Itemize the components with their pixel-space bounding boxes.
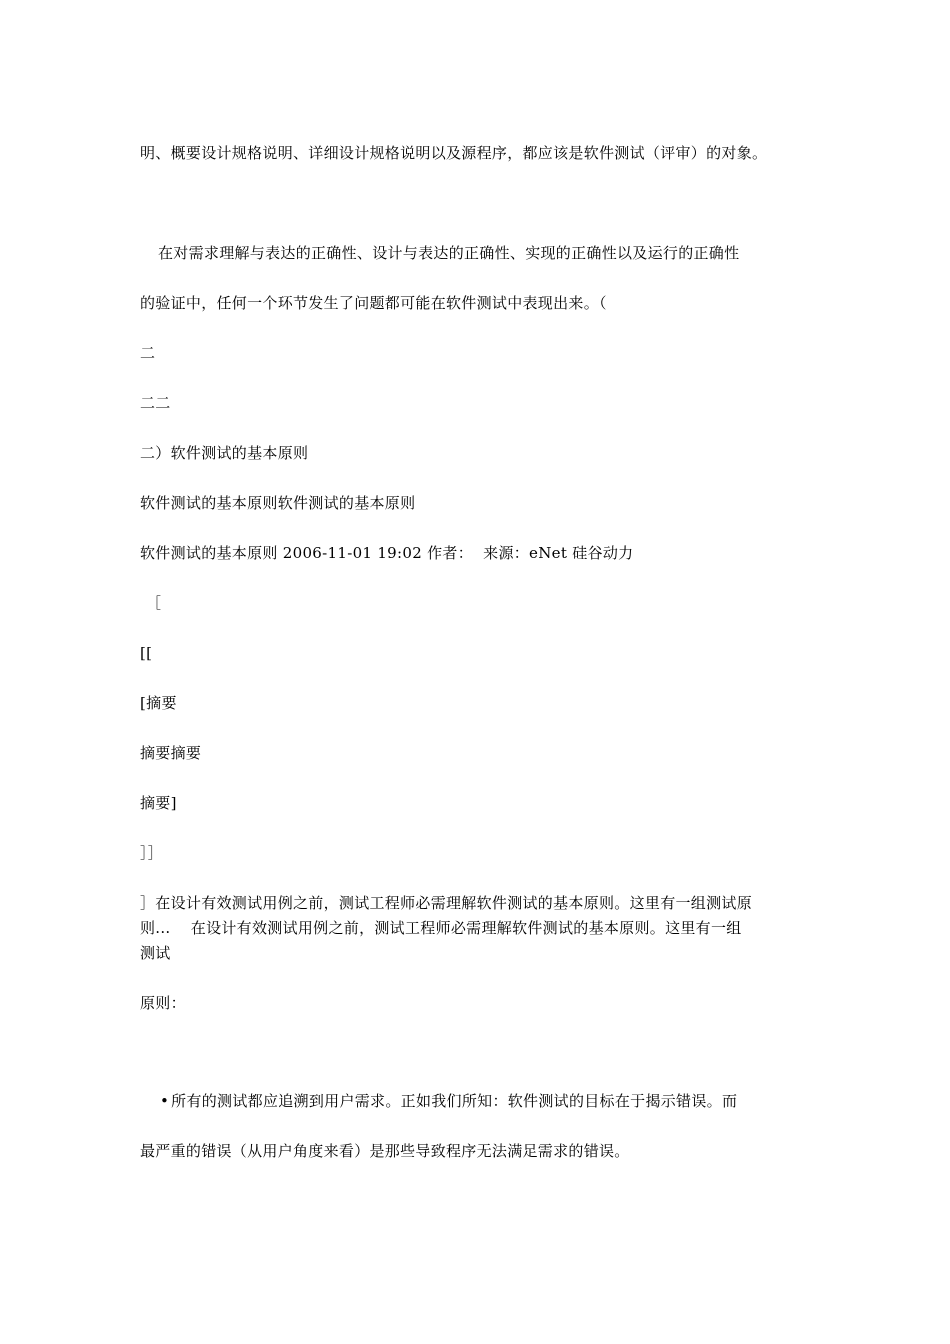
article-meta: 软件测试的基本原则 2006-11-01 19:02 作者： 来源：eNet 硅谷动力 [140,544,634,562]
bullet-list-item [160,1091,737,1111]
paragraph-line: 明、概要设计规格说明、详细设计规格说明以及源程序，都应该是软件测试（评审）的对象。 [140,144,768,162]
abstract-label: [摘要 [140,694,177,712]
bracket-line: [[ [140,644,153,662]
abstract-label: 摘要摘要 [140,744,202,762]
paragraph-line: 二 [140,344,156,362]
bracket-line: ］］ [140,844,164,862]
bullet-icon: • [160,1092,170,1110]
paragraph-line: 二二 [140,394,171,412]
paragraph-line: 原则： [140,994,186,1012]
abstract-label: 摘要] [140,794,177,812]
paragraph-line: 则... 在设计有效测试用例之前，测试工程师必需理解软件测试的基本原则。这里有一组 [140,919,742,937]
bracket-line: ［ [146,594,162,612]
paragraph-line: 测试 [140,944,171,962]
bullet-text: 所有的测试都应追溯到用户需求。正如我们所知：软件测试的目标在于揭示错误。而 [171,1092,738,1110]
article-title: 软件测试的基本原则软件测试的基本原则 [140,494,416,512]
paragraph-line: ］在设计有效测试用例之前，测试工程师必需理解软件测试的基本原则。这里有一组测试原 [140,894,753,912]
section-heading: 二）软件测试的基本原则 [140,444,309,462]
paragraph-line: 的验证中，任何一个环节发生了问题都可能在软件测试中表现出来。（ [140,294,607,312]
paragraph-line: 最严重的错误（从用户角度来看）是那些导致程序无法满足需求的错误。 [140,1142,630,1160]
paragraph-line: 在对需求理解与表达的正确性、设计与表达的正确性、实现的正确性以及运行的正确性 [158,244,740,262]
